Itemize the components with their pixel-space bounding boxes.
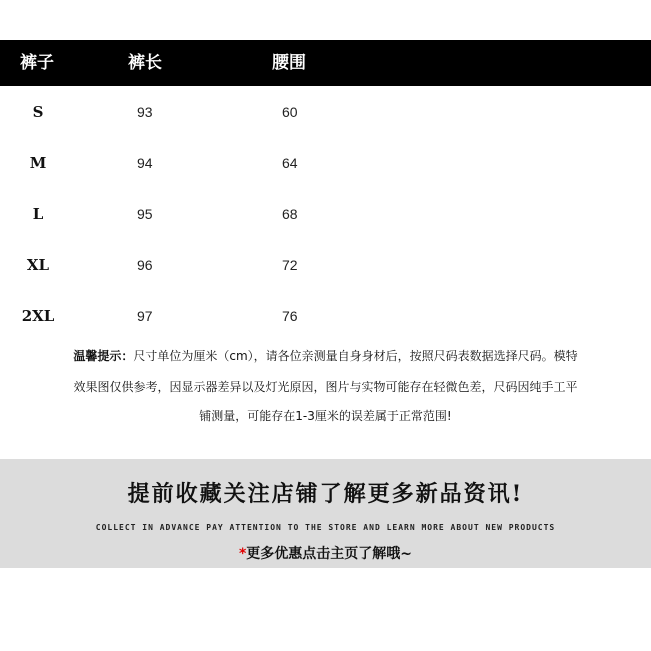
size-note-line-1 bbox=[20, 348, 631, 364]
header-length: 裤长 bbox=[128, 53, 162, 73]
waist-cell: 64 bbox=[282, 155, 298, 171]
banner-title: 提前收藏关注店铺了解更多新品资讯! bbox=[127, 481, 524, 507]
table-row bbox=[0, 99, 651, 125]
size-cell: XL bbox=[26, 256, 50, 274]
length-cell: 93 bbox=[137, 104, 153, 120]
note-text: 尺寸单位为厘米（cm），请各位亲测量自身身材后，按照尺码表数据选择尺码。模特 bbox=[133, 349, 578, 363]
length-cell: 94 bbox=[137, 155, 153, 171]
length-cell: 96 bbox=[137, 257, 153, 273]
banner-subtitle: COLLECT IN ADVANCE PAY ATTENTION TO THE STORE AND LEARN MORE ABOUT NEW PRODUCTS bbox=[95, 523, 556, 532]
size-note-line-2: 效果图仅供参考，因显示器差异以及灯光原因，图片与实物可能存在轻微色差，尺码因纯手工平 bbox=[73, 380, 578, 394]
follow-store-banner bbox=[0, 459, 651, 568]
size-cell: 2XL bbox=[21, 307, 55, 325]
length-cell: 97 bbox=[137, 308, 153, 324]
star-mark: * bbox=[238, 546, 247, 562]
waist-cell: 76 bbox=[282, 308, 298, 324]
size-cell: L bbox=[32, 205, 44, 223]
note-label: 温馨提示： bbox=[73, 349, 134, 363]
table-row bbox=[0, 303, 651, 329]
size-note-line-3: 铺测量，可能存在1-3厘米的误差属于正常范围! bbox=[199, 409, 452, 423]
waist-cell: 60 bbox=[282, 104, 298, 120]
waist-cell: 72 bbox=[282, 257, 298, 273]
homepage-link-text[interactable]: 更多优惠点击主页了解哦~ bbox=[246, 546, 413, 562]
size-cell: S bbox=[32, 103, 44, 121]
header-waist: 腰围 bbox=[272, 53, 306, 73]
table-row bbox=[0, 252, 651, 278]
size-table-header bbox=[0, 40, 651, 86]
table-row bbox=[0, 201, 651, 227]
size-cell: M bbox=[29, 154, 47, 172]
header-pants: 裤子 bbox=[20, 53, 54, 73]
homepage-link[interactable] bbox=[0, 543, 651, 563]
length-cell: 95 bbox=[137, 206, 153, 222]
waist-cell: 68 bbox=[282, 206, 298, 222]
table-row bbox=[0, 150, 651, 176]
